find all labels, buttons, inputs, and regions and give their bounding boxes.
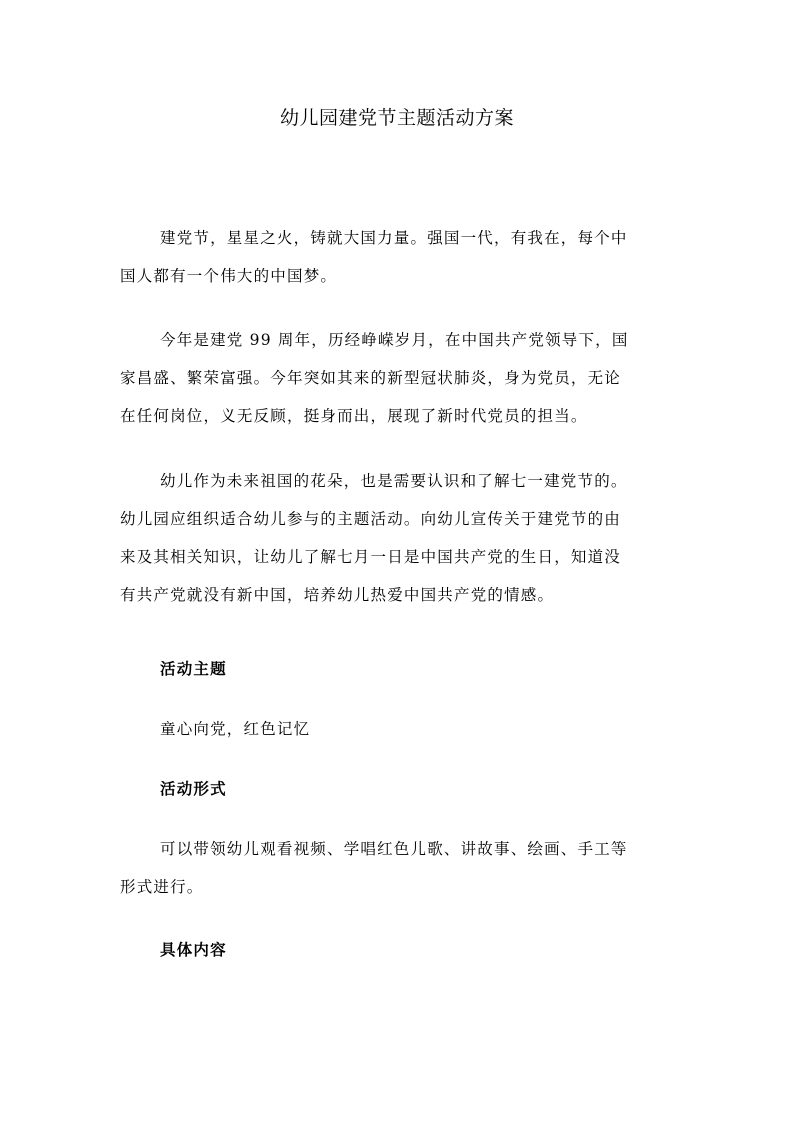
paragraph-line: 可以带领幼儿观看视频、学唱红色儿歌、讲故事、绘画、手工等 bbox=[160, 840, 628, 858]
section-form-block bbox=[120, 770, 680, 808]
section-heading-content: 具体内容 bbox=[160, 940, 227, 959]
paragraph-anniversary bbox=[120, 321, 680, 435]
document-title: 幼儿园建党节主题活动方案 bbox=[279, 107, 514, 129]
paragraph-line: 国人都有一个伟大的中国梦。 bbox=[120, 267, 338, 285]
paragraph-line: 在任何岗位，义无反顾，挺身而出，展现了新时代党员的担当。 bbox=[120, 407, 588, 425]
section-form-text-block bbox=[120, 830, 680, 906]
section-theme-text-block bbox=[120, 710, 680, 748]
section-content-block bbox=[120, 931, 680, 969]
paragraph-line: 幼儿作为未来祖国的花朵，也是需要认识和了解七一建党节的。 bbox=[160, 472, 628, 490]
section-heading-theme: 活动主题 bbox=[160, 659, 227, 678]
paragraph-line: 有共产党就没有新中国，培养幼儿热爱中国共产党的情感。 bbox=[120, 586, 555, 604]
section-theme-block bbox=[120, 650, 680, 688]
paragraph-line: 幼儿园应组织适合幼儿参与的主题活动。向幼儿宣传关于建党节的由 bbox=[120, 510, 622, 528]
paragraph-children bbox=[120, 462, 680, 614]
paragraph-line: 建党节，星星之火，铸就大国力量。强国一代，有我在，每个中 bbox=[160, 229, 628, 247]
paragraph-line: 家昌盛、繁荣富强。今年突如其来的新型冠状肺炎，身为党员，无论 bbox=[120, 369, 622, 387]
paragraph-line: 形式进行。 bbox=[120, 878, 204, 896]
paragraph-line: 今年是建党 99 周年，历经峥嵘岁月，在中国共产党领导下，国 bbox=[160, 331, 629, 349]
section-heading-form: 活动形式 bbox=[160, 779, 227, 798]
paragraph-line: 来及其相关知识，让幼儿了解七月一日是中国共产党的生日，知道没 bbox=[120, 548, 622, 566]
paragraph-intro bbox=[120, 219, 680, 295]
section-theme-text: 童心向党，红色记忆 bbox=[160, 720, 311, 738]
